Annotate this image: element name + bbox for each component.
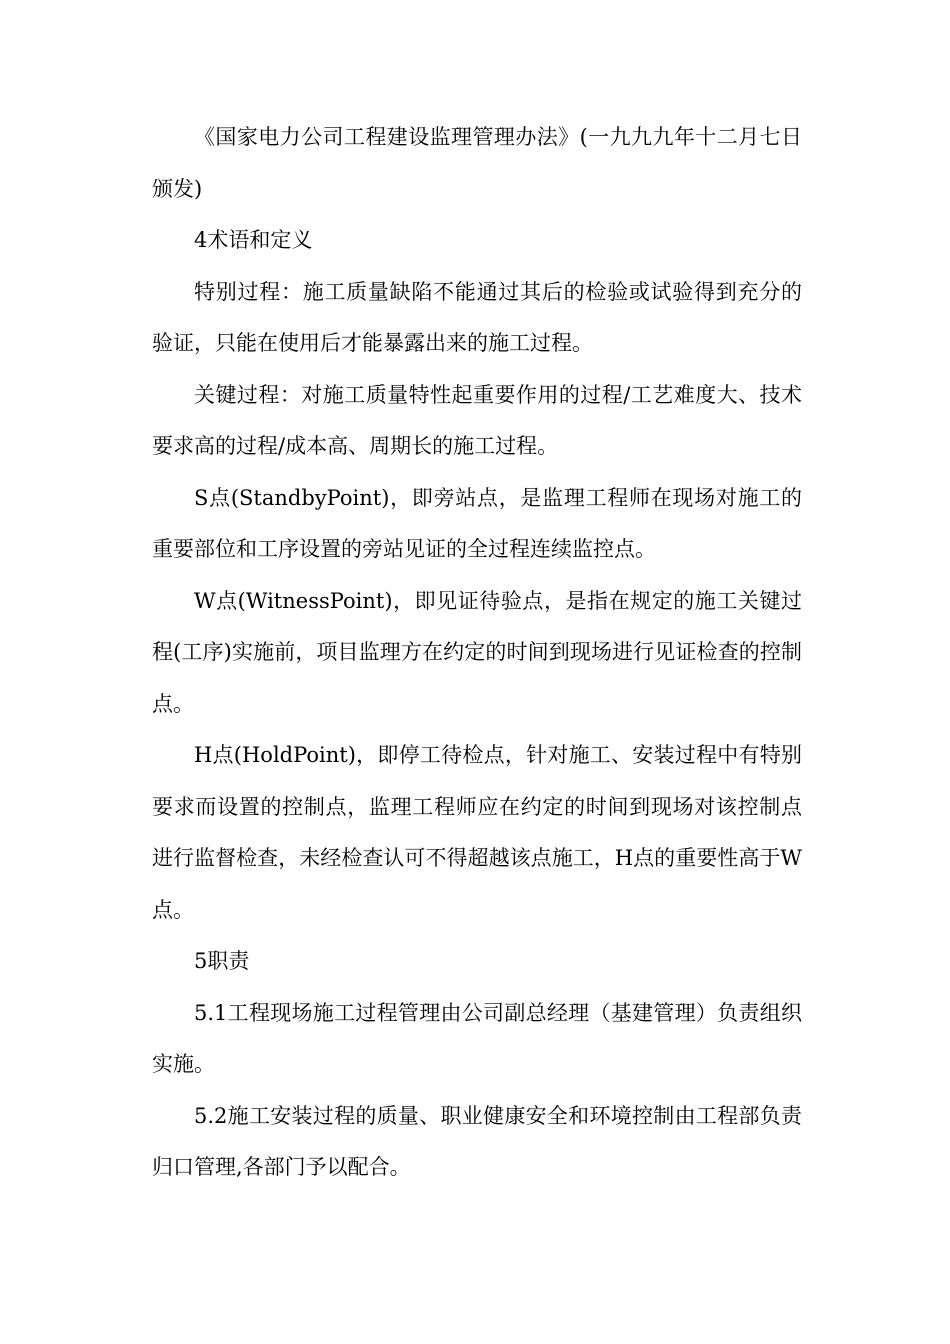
- duty-5-1: 5.1工程现场施工过程管理由公司副总经理（基建管理）负责组织实施。: [152, 1000, 802, 1076]
- definition-h-point: H点(HoldPoint)，即停工待检点，针对施工、安装过程中有特别要求而设置的控制点，监理工程师应在约定的时间到现场对该控制点进行监督检查，未经检查认可不得超越该点施工，H点的重要性高于W点。: [152, 743, 802, 922]
- reference-paragraph: 《国家电力公司工程建设监理管理办法》(一九九九年十二月七日颁发): [152, 125, 802, 201]
- document-body: [152, 112, 802, 1194]
- duty-5-2: 5.2施工安装过程的质量、职业健康安全和环境控制由工程部负责归口管理,各部门予以配合。: [152, 1103, 802, 1179]
- definition-s-point: S点(StandbyPoint)，即旁站点，是监理工程师在现场对施工的重要部位和工序设置的旁站见证的全过程连续监控点。: [152, 485, 802, 561]
- section-heading-duties: 5职责: [194, 949, 250, 973]
- definition-key-process: 关键过程：对施工质量特性起重要作用的过程/工艺难度大、技术要求高的过程/成本高、周期长的施工过程。: [152, 382, 802, 458]
- definition-w-point: W点(WitnessPoint)，即见证待验点，是指在规定的施工关键过程(工序)实施前，项目监理方在约定的时间到现场进行见证检查的控制点。: [152, 588, 802, 716]
- section-heading-terms: 4术语和定义: [194, 228, 313, 252]
- definition-special-process: 特别过程：施工质量缺陷不能通过其后的检验或试验得到充分的验证，只能在使用后才能暴露出来的施工过程。: [152, 279, 802, 355]
